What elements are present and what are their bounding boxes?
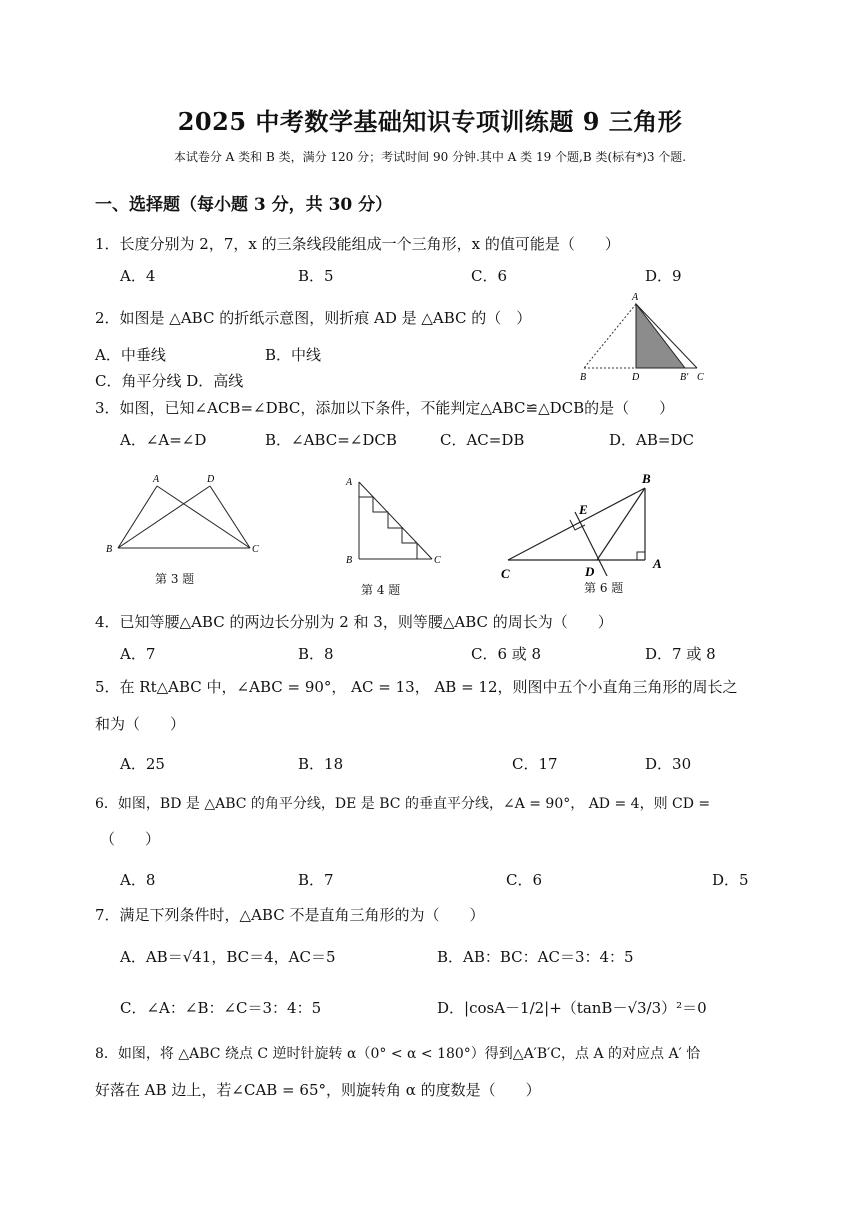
- question-1-option-d: D．9: [645, 267, 682, 285]
- question-6-option-b: B．7: [298, 871, 334, 889]
- question-7-option-d: D．|cosA－1/2|+（tanB－√3/3）²＝0: [437, 999, 707, 1017]
- label-c: C: [252, 544, 259, 555]
- question-4-option-c: C．6 或 8: [471, 645, 542, 663]
- question-4-option-a: A．7: [120, 645, 156, 663]
- question-6-stem-line2: （ ）: [100, 830, 161, 848]
- question-3-option-a: A．∠A=∠D: [120, 431, 207, 449]
- figure-q6-triangle: [495, 466, 675, 581]
- question-4-option-d: D．7 或 8: [645, 645, 716, 663]
- figure-q3-triangles: [100, 472, 270, 562]
- question-7-option-c: C．∠A：∠B：∠C＝3：4：5: [120, 999, 322, 1017]
- question-7-stem: 7．满足下列条件时，△ABC 不是直角三角形的为（ ）: [95, 906, 485, 924]
- question-5-option-b: B．18: [298, 755, 344, 773]
- label-a: A: [653, 556, 662, 571]
- label-c: C: [434, 555, 441, 566]
- question-2-option-cd: C．角平分线 D．高线: [95, 372, 244, 390]
- label-c: C: [501, 566, 510, 581]
- question-3-option-d: D．AB=DC: [609, 431, 694, 449]
- question-5-option-d: D．30: [645, 755, 692, 773]
- label-a: A: [153, 474, 160, 485]
- label-b: B: [580, 372, 587, 383]
- question-3-stem: 3．如图，已知∠ACB=∠DBC，添加以下条件，不能判定△ABC≌△DCB的是（ ）: [95, 399, 675, 417]
- page-title: 2025 中考数学基础知识专项训练题 9 三角形: [177, 107, 683, 136]
- question-2-option-a: A．中垂线: [95, 346, 166, 364]
- question-5-option-c: C．17: [512, 755, 558, 773]
- label-a: A: [346, 477, 353, 488]
- label-d: D: [585, 564, 595, 579]
- label-b-prime: B′: [680, 372, 689, 383]
- question-2-stem: 2．如图是 △ABC 的折纸示意图，则折痕 AD 是 △ABC 的（ ）: [95, 309, 532, 327]
- question-7-option-b: B．AB：BC：AC＝3：4：5: [437, 948, 634, 966]
- figure-6-caption: 第 6 题: [584, 581, 624, 595]
- label-b: B: [106, 544, 113, 555]
- section-heading-choice: 一、选择题（每小题 3 分，共 30 分）: [95, 195, 393, 215]
- question-2-option-b: B．中线: [265, 346, 322, 364]
- label-e: E: [579, 502, 588, 517]
- question-4-stem: 4．已知等腰△ABC 的两边长分别为 2 和 3，则等腰△ABC 的周长为（ ）: [95, 613, 613, 631]
- question-7-option-a: A．AB＝√41，BC＝4，AC＝5: [120, 948, 336, 966]
- question-3-option-c: C．AC=DB: [440, 431, 525, 449]
- question-1-option-b: B．5: [298, 267, 334, 285]
- question-4-option-b: B．8: [298, 645, 334, 663]
- label-d: D: [207, 474, 215, 485]
- question-8-stem-line2: 好落在 AB 边上，若∠CAB = 65°，则旋转角 α 的度数是（ ）: [95, 1081, 541, 1099]
- question-1-stem: 1．长度分别为 2，7，x 的三条线段能组成一个三角形，x 的值可能是（ ）: [95, 235, 620, 253]
- label-a: A: [632, 292, 639, 303]
- question-1-option-a: A．4: [120, 267, 156, 285]
- question-6-stem-line1: 6．如图，BD 是 △ABC 的角平分线，DE 是 BC 的垂直平分线，∠A = 90°， AD = 4，则 CD =: [95, 796, 711, 812]
- label-b: B: [642, 471, 651, 486]
- figure-q2-folding: [580, 290, 710, 385]
- question-6-option-c: C．6: [506, 871, 543, 889]
- question-5-option-a: A．25: [120, 755, 165, 773]
- question-6-option-d: D．5: [712, 871, 749, 889]
- exam-instructions: 本试卷分 A 类和 B 类，满分 120 分；考试时间 90 分钟.其中 A 类 19 个题,B 类(标有*)3 个题.: [173, 150, 687, 164]
- figure-4-caption: 第 4 题: [361, 583, 401, 597]
- question-5-stem-line1: 5．在 Rt△ABC 中，∠ABC = 90°， AC = 13， AB = 12，则图中五个小直角三角形的周长之: [95, 678, 738, 696]
- figure-q4-staircase: [340, 472, 450, 572]
- figure-3-caption: 第 3 题: [155, 572, 195, 586]
- question-8-stem-line1: 8．如图，将 △ABC 绕点 C 逆时针旋转 α（0° < α < 180°）得到△A′B′C，点 A 的对应点 A′ 恰: [95, 1046, 701, 1062]
- label-c: C: [697, 372, 704, 383]
- label-d: D: [632, 372, 640, 383]
- question-3-option-b: B．∠ABC=∠DCB: [265, 431, 397, 449]
- question-1-option-c: C．6: [471, 267, 508, 285]
- label-b: B: [346, 555, 353, 566]
- question-6-option-a: A．8: [120, 871, 156, 889]
- question-5-stem-line2: 和为（ ）: [95, 715, 186, 733]
